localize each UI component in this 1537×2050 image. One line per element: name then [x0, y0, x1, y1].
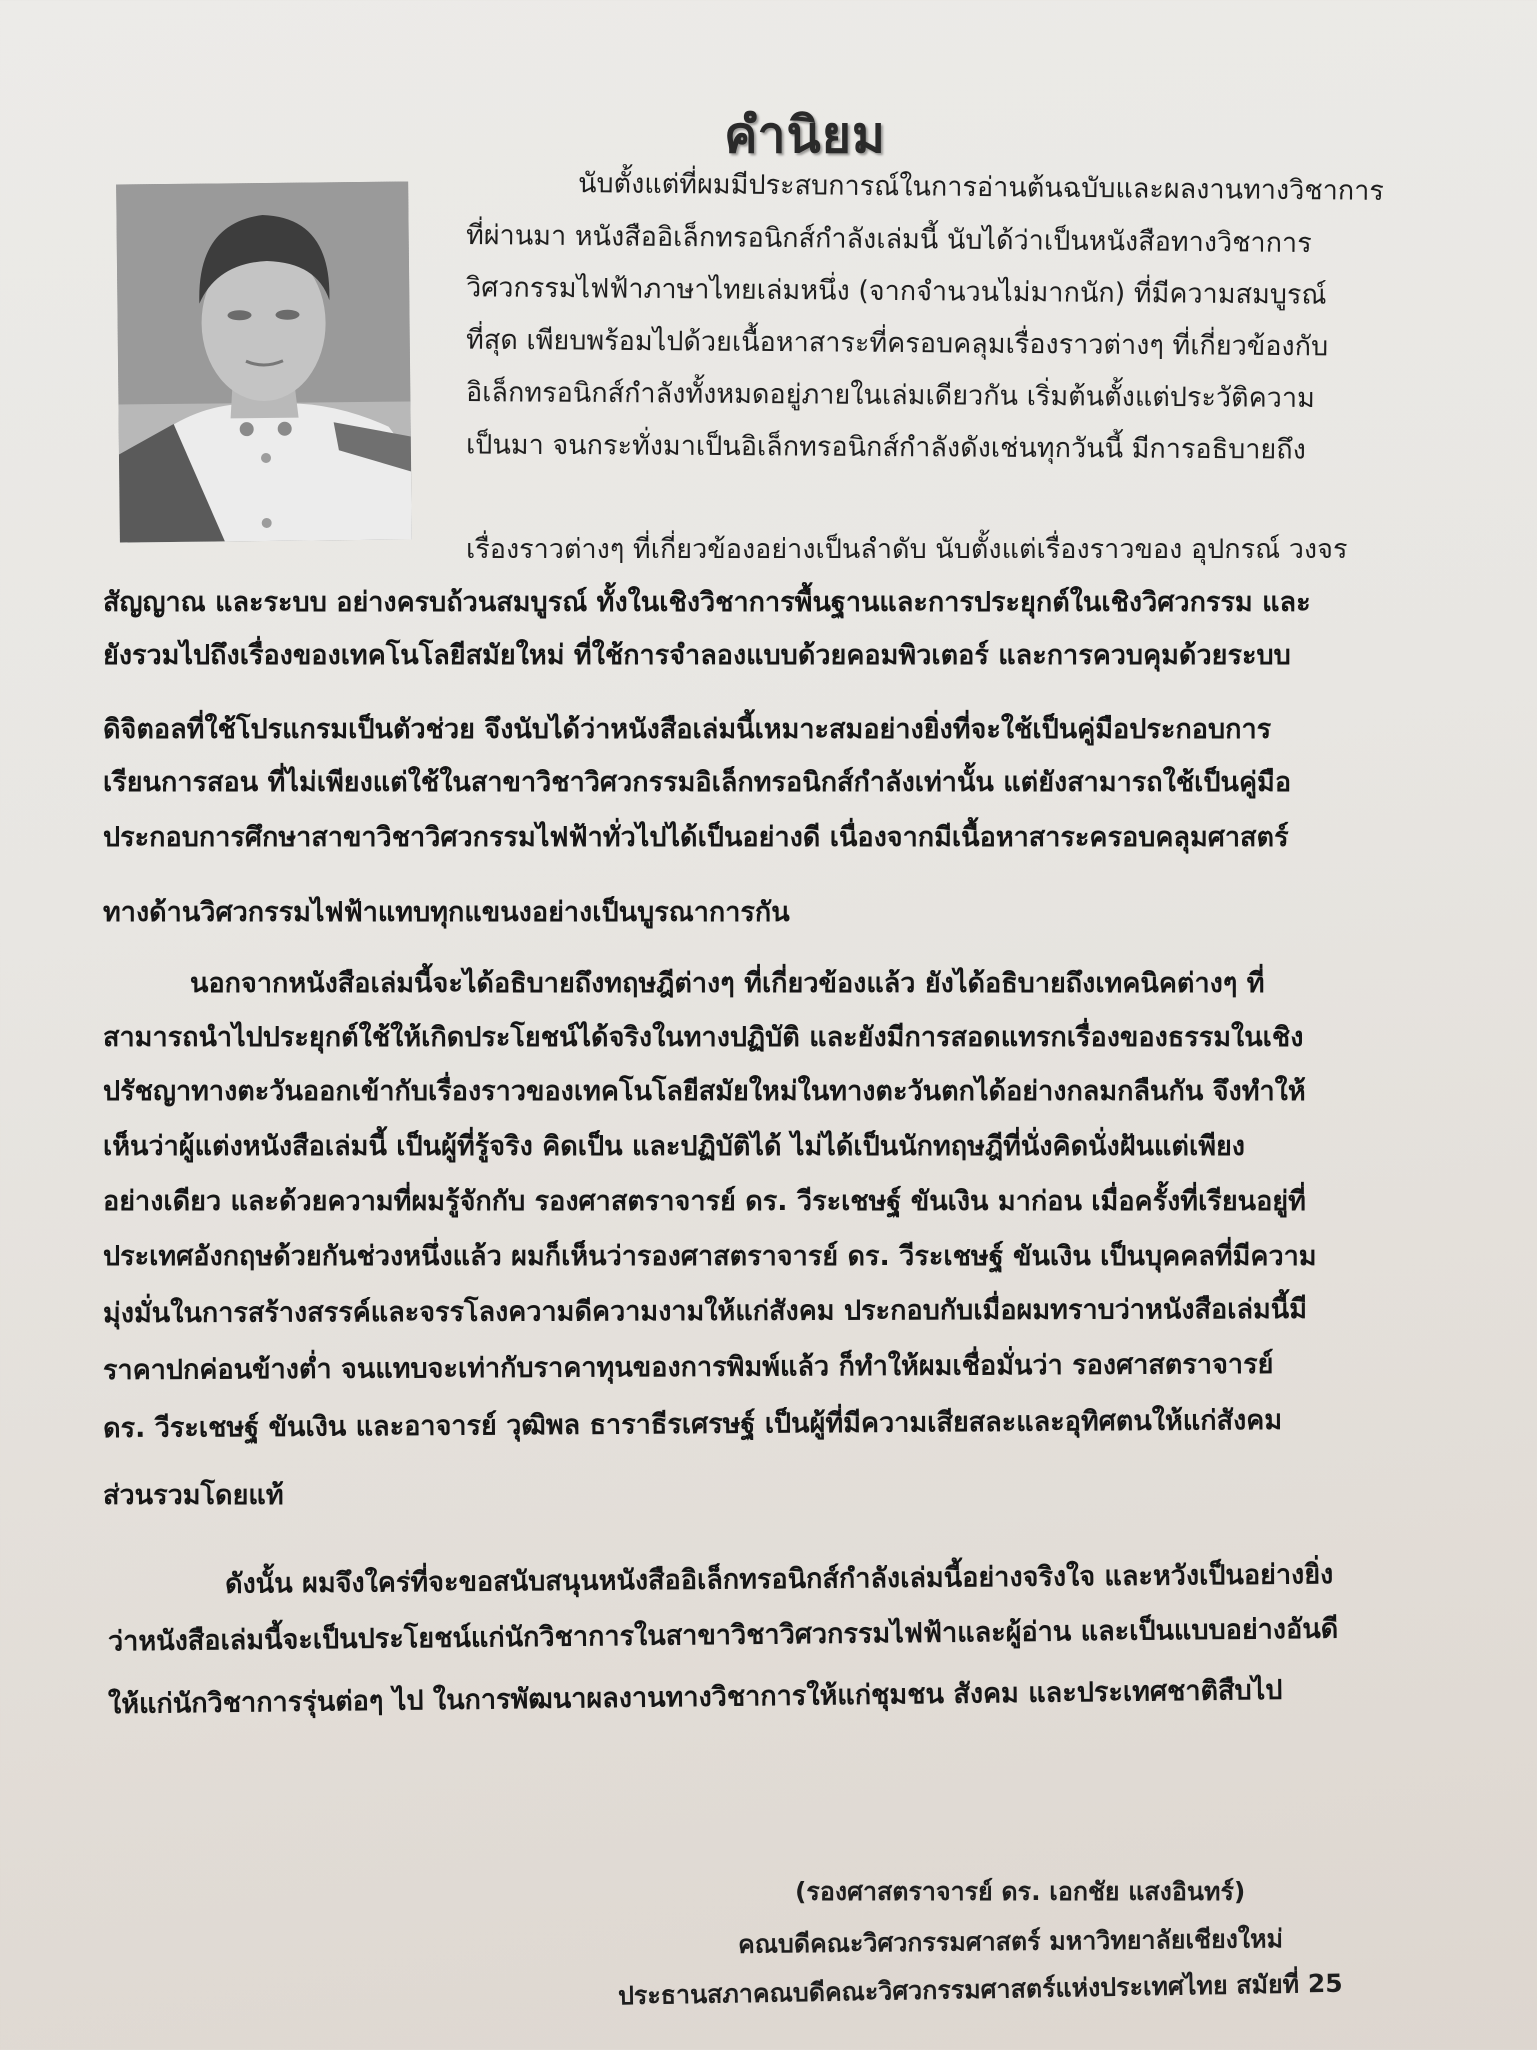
text-line: เห็นว่าผู้แต่งหนังสือเล่มนี้ เป็นผู้ที่รู้จริง คิดเป็น และปฏิบัติได้ ไม่ได้เป็นนักทฤษฎีที่นั่งคิดนั่งฝันแต่เพียง [103, 1131, 1245, 1162]
text-line: วิศวกรรมไฟฟ้าภาษาไทยเล่มหนึ่ง (จากจำนวนไม่มากนัก) ที่มีความสมบูรณ์ [465, 272, 1327, 311]
page-title: คำนิยม [724, 105, 886, 164]
signatory-position-1: คณบดีคณะวิศวกรรมศาสตร์ มหาวิทยาลัยเชียงใหม่ [737, 1924, 1284, 1959]
text-line: เรียนการสอน ที่ไม่เพียงแต่ใช้ในสาขาวิชาวิศวกรรมอิเล็กทรอนิกส์กำลังเท่านั้น แต่ยังสามารถใช้เป็นคู่มือ [103, 767, 1292, 798]
text-line: นับตั้งแต่ที่ผมมีประสบการณ์ในการอ่านต้นฉบับและผลงานทางวิชาการ [577, 168, 1384, 207]
text-line: มุ่งมั่นในการสร้างสรรค์และจรรโลงความดีความงามให้แก่สังคม ประกอบกับเมื่อผมทราบว่าหนังสือเล่มนี้มี [102, 1293, 1308, 1330]
text-line: เป็นมา จนกระทั่งมาเป็นอิเล็กทรอนิกส์กำลังดังเช่นทุกวันนี้ มีการอธิบายถึง [465, 429, 1306, 466]
signatory-position-2: ประธานสภาคณบดีคณะวิศวกรรมศาสตร์แห่งประเทศไทย สมัยที่ 25 [617, 1968, 1343, 2011]
text-line: ดิจิตอลที่ใช้โปรแกรมเป็นตัวช่วย จึงนับได้ว่าหนังสือเล่มนี้เหมาะสมอย่างยิ่งที่จะใช้เป็นคู่มือประกอบการ [103, 714, 1272, 745]
text-line: ว่าหนังสือเล่มนี้จะเป็นประโยชน์แก่นักวิชาการในสาขาวิชาวิศวกรรมไฟฟ้าและผู้อ่าน และเป็นแบบอย่างอันดี [107, 1613, 1339, 1658]
author-portrait-photo [116, 181, 412, 542]
text-line: ราคาปกค่อนข้างต่ำ จนแทบจะเท่ากับราคาทุนของการพิมพ์แล้ว ก็ทำให้ผมเชื่อมั่นว่า รองศาสตราจารย์ [102, 1348, 1274, 1387]
signatory-name: (รองศาสตราจารย์ ดร. เอกชัย แสงอินทร์) [795, 1877, 1246, 1906]
text-line: ให้แก่นักวิชาการรุ่นต่อๆ ไป ในการพัฒนาผลงานทางวิชาการให้แก่ชุมชน สังคม และประเทศชาติสืบไป [107, 1674, 1283, 1721]
text-line: ส่วนรวมโดยแท้ [103, 1480, 284, 1511]
text-line: ดังนั้น ผมจึงใคร่ที่จะขอสนับสนุนหนังสืออิเล็กทรอนิกส์กำลังเล่มนี้อย่างจริงใจ และหวังเป็นอย่างยิ่ง [224, 1559, 1334, 1600]
text-line: ประเทศอังกฤษด้วยกันช่วงหนึ่งแล้ว ผมก็เห็นว่ารองศาสตราจารย์ ดร. วีระเชษฐ์ ขันเงิน เป็นบุคคลที่มีความ [103, 1241, 1317, 1272]
text-line: ยังรวมไปถึงเรื่องของเทคโนโลยีสมัยใหม่ ที่ใช้การจำลองแบบด้วยคอมพิวเตอร์ และการควบคุมด้วยระบบ [103, 640, 1291, 671]
text-line: ที่สุด เพียบพร้อมไปด้วยเนื้อหาสาระที่ครอบคลุมเรื่องราวต่างๆ ที่เกี่ยวข้องกับ [465, 324, 1329, 363]
portrait-image-icon [116, 181, 412, 542]
text-line: เรื่องราวต่างๆ ที่เกี่ยวข้องอย่างเป็นลำดับ นับตั้งแต่เรื่องราวของ อุปกรณ์ วงจร [466, 534, 1348, 565]
text-line: อย่างเดียว และด้วยความที่ผมรู้จักกับ รองศาสตราจารย์ ดร. วีระเชษฐ์ ขันเงิน มาก่อน เมื่อครั้งที่เรียนอยู่ที่ [103, 1186, 1306, 1217]
text-line: ที่ผ่านมา หนังสืออิเล็กทรอนิกส์กำลังเล่มนี้ นับได้ว่าเป็นหนังสือทางวิชาการ [465, 219, 1312, 260]
text-line: ประกอบการศึกษาสาขาวิชาวิศวกรรมไฟฟ้าทั่วไปได้เป็นอย่างดี เนื่องจากมีเนื้อหาสาระครอบคลุมศาสตร์ [103, 822, 1289, 853]
text-line: ดร. วีระเชษฐ์ ขันเงิน และอาจารย์ วุฒิพล ธาราธีรเศรษฐ์ เป็นผู้ที่มีความเสียสละและอุทิศตนให้แก่สังคม [102, 1404, 1283, 1445]
text-line: ปรัชญาทางตะวันออกเข้ากับเรื่องราวของเทคโนโลยีสมัยใหม่ในทางตะวันตกได้อย่างกลมกลืนกัน จึงทำให้ [103, 1076, 1306, 1107]
text-line: สัญญาณ และระบบ อย่างครบถ้วนสมบูรณ์ ทั้งในเชิงวิชาการพื้นฐานและการประยุกต์ในเชิงวิศวกรรม และ [103, 587, 1311, 618]
text-line: ทางด้านวิศวกรรมไฟฟ้าแทบทุกแขนงอย่างเป็นบูรณาการกัน [103, 897, 790, 928]
text-line: อิเล็กทรอนิกส์กำลังทั้งหมดอยู่ภายในเล่มเดียวกัน เริ่มต้นตั้งแต่ประวัติความ [465, 377, 1315, 414]
text-line: สามารถนำไปประยุกต์ใช้ให้เกิดประโยชน์ได้จริงในทางปฏิบัติ และยังมีการสอดแทรกเรื่องของธรรมในเชิง [103, 1022, 1304, 1053]
text-line: นอกจากหนังสือเล่มนี้จะได้อธิบายถึงทฤษฎีต่างๆ ที่เกี่ยวข้องแล้ว ยังได้อธิบายถึงเทคนิคต่างๆ ที่ [190, 968, 1265, 999]
